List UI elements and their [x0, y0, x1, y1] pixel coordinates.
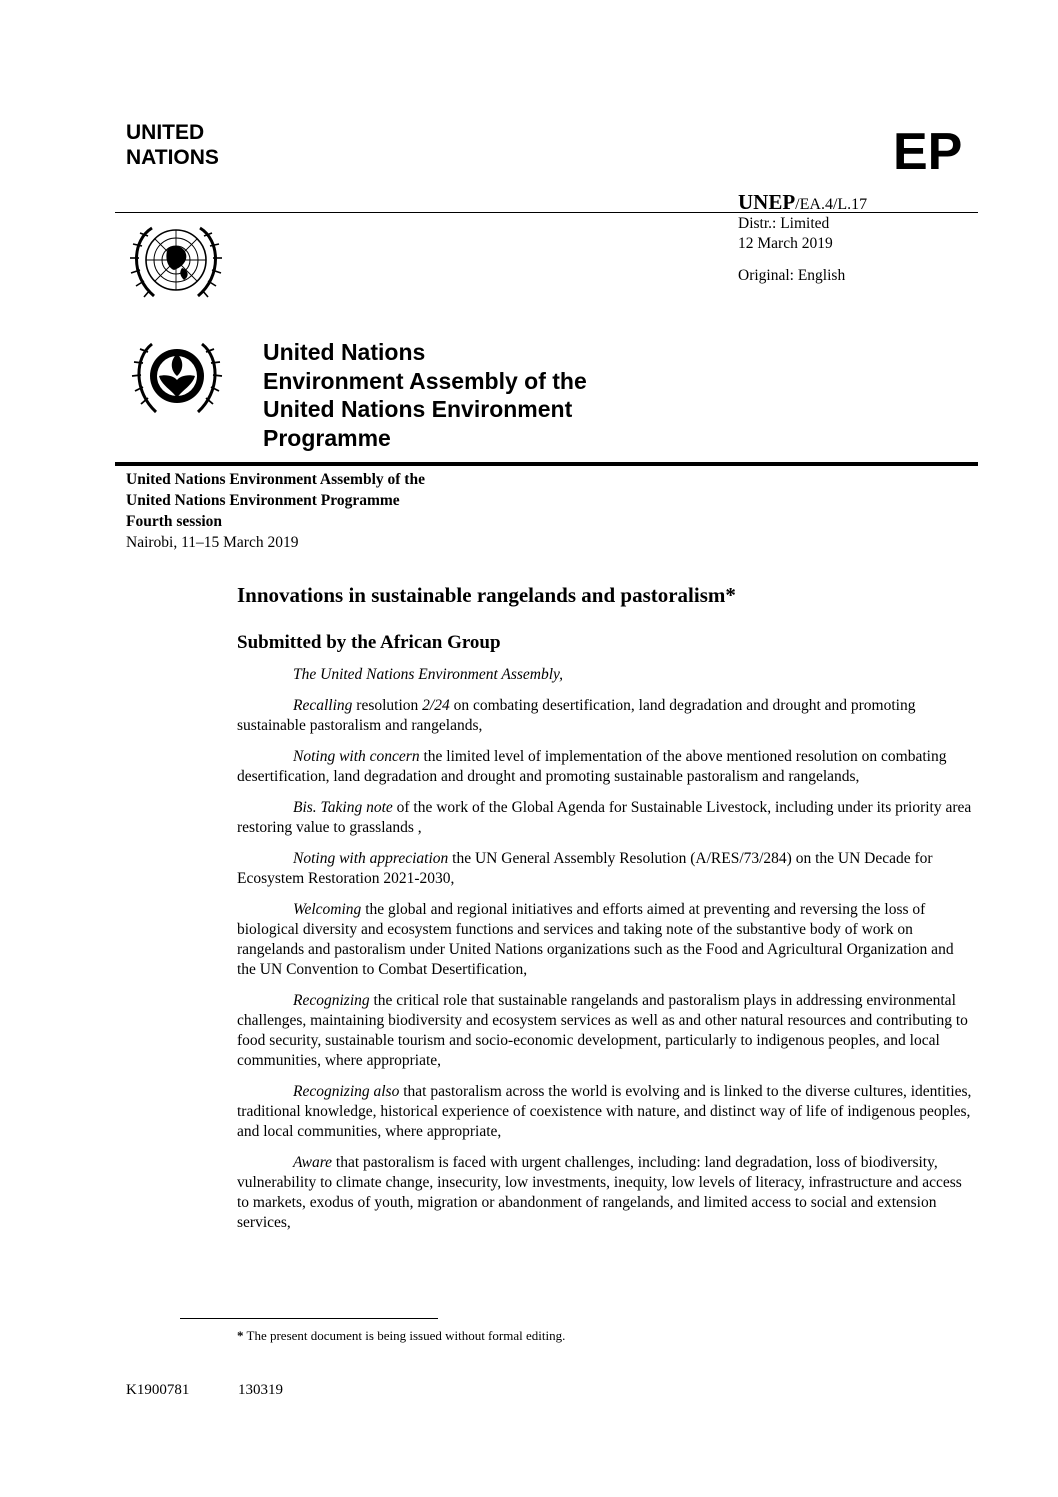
- paragraph-lead: Recognizing also: [293, 1083, 400, 1100]
- job-number: K1900781: [126, 1382, 190, 1398]
- session-line-2: United Nations Environment Programme: [126, 492, 400, 509]
- distribution-block: [738, 214, 833, 254]
- paragraph: [237, 1153, 972, 1233]
- paragraph-lead: Bis. Taking note: [293, 799, 393, 816]
- org-line-1: UNITED: [126, 121, 205, 144]
- paragraph-text: that pastoralism is faced with urgent challenges, including: land degradation, loss of biodiversity, vulnerability to climate change, insecurity, low investments, inequity, low levels of literacy, infrastructure and access to markets, exodus of youth, migration or abandonment of rangelands, and limited access to social and extension services,: [237, 1154, 962, 1231]
- preamble: [237, 665, 972, 685]
- job-date: 130319: [238, 1382, 283, 1398]
- session-location: Nairobi, 11–15 March 2019: [126, 534, 299, 551]
- title-rule: [115, 462, 978, 466]
- paragraph-lead: Recalling: [293, 697, 353, 714]
- paragraph-text: the UN General Assembly Resolution (A/RES/73/284) on the UN Decade for Ecosystem Restoration 2021-2030,: [237, 850, 933, 887]
- paragraph: [237, 1082, 972, 1142]
- paragraph-text: the global and regional initiatives and efforts aimed at preventing and reversing the loss of biological diversity and ecosystem functions and services and taking note of the substantive body of work on rangelands and pastoralism under United Nations organizations such as the Food and Agricultural Organization and the UN Convention to Combat Desertification,: [237, 901, 954, 978]
- unep-logo: [130, 330, 224, 422]
- paragraph-text: resolution: [352, 697, 423, 714]
- footnote-rule: [180, 1318, 438, 1319]
- paragraph: [237, 747, 972, 787]
- paragraph-text: on combating desertification, land degradation and drought and promoting sustainable pastoralism and rangelands,: [237, 697, 916, 734]
- assembly-title: [263, 338, 587, 452]
- paragraph-text: the critical role that sustainable rangelands and pastoralism plays in addressing environmental challenges, maintaining biodiversity and ecosystem services as well as and other natural resources and contributing to food security, sustainable tourism and socio-economic development, particularly to indigenous peoples, and local communities, where appropriate,: [237, 992, 968, 1069]
- paragraph: [237, 798, 972, 838]
- un-wordmark: [126, 120, 219, 170]
- original-language: Original: English: [738, 267, 846, 284]
- header-rule: [115, 212, 978, 213]
- assembly-title-line-3: United Nations Environment: [263, 396, 573, 422]
- paragraph-text: that pastoralism across the world is evolving and is linked to the diverse cultures, identities, traditional knowledge, historical experience of coexistence with nature, and distinct way of life of indigenous peoples, and local communities, where appropriate,: [237, 1083, 972, 1140]
- paragraph-lead: Welcoming: [293, 901, 362, 918]
- footnote: [237, 1327, 565, 1345]
- session-line-1: United Nations Environment Assembly of the: [126, 471, 425, 488]
- paragraph-lead: Noting with concern: [293, 748, 420, 765]
- document-title: Innovations in sustainable rangelands and pastoralism*: [237, 583, 736, 607]
- footnote-text: The present document is being issued without formal editing.: [243, 1328, 566, 1343]
- assembly-title-line-2: Environment Assembly of the: [263, 367, 587, 394]
- footnote-marker: *: [237, 1328, 244, 1343]
- paragraph-lead: Aware: [293, 1154, 333, 1171]
- assembly-title-line-4: Programme: [263, 424, 391, 451]
- session-info: [126, 469, 425, 553]
- resolution-ref: 2/24: [422, 697, 450, 714]
- paragraph: [237, 991, 972, 1071]
- issue-date: 12 March 2019: [738, 235, 833, 252]
- paragraph: [237, 849, 972, 889]
- symbol-rest: /EA.4/L.17: [795, 196, 868, 213]
- paragraph-lead: Recognizing: [293, 992, 370, 1009]
- submitted-by: Submitted by the African Group: [237, 632, 501, 653]
- paragraph-lead: Noting with appreciation: [293, 850, 449, 867]
- document-body: [237, 665, 972, 1244]
- ep-code: EP: [893, 123, 963, 181]
- org-line-2: NATIONS: [126, 146, 219, 169]
- paragraph-text: the limited level of implementation of the above mentioned resolution on combating desertification, land degradation and drought and promoting sustainable pastoralism and rangelands,: [237, 748, 947, 785]
- paragraph: [237, 900, 972, 980]
- paragraph: [237, 696, 972, 736]
- session-line-3: Fourth session: [126, 513, 223, 530]
- preamble-text: The United Nations Environment Assembly,: [293, 666, 563, 683]
- paragraph-text: of the work of the Global Agenda for Sustainable Livestock, including under its priority area restoring value to grasslands ,: [237, 799, 972, 836]
- symbol-prefix: UNEP: [738, 190, 796, 214]
- un-emblem-logo: [124, 218, 228, 302]
- distribution: Distr.: Limited: [738, 215, 830, 232]
- assembly-title-line-1: United Nations: [263, 339, 426, 365]
